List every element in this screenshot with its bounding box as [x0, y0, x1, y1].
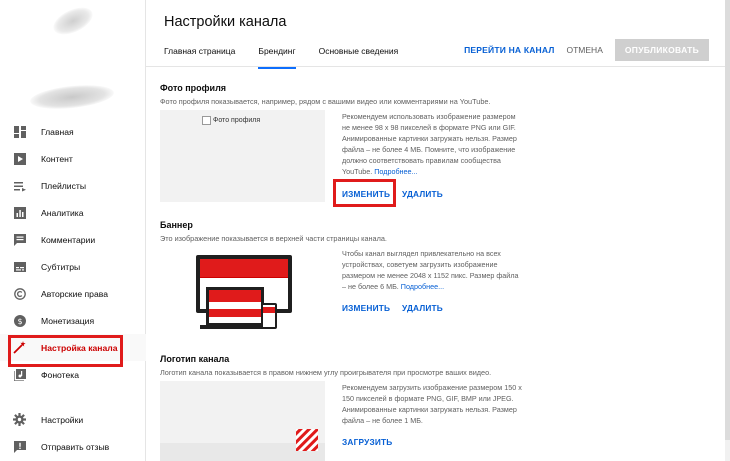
sidebar-item-label: Отправить отзыв [41, 441, 110, 452]
sidebar-item-monetization[interactable] [0, 307, 146, 334]
comment-icon [13, 233, 26, 246]
banner-info-text: Чтобы канал выглядел привлекательно на всех устройствах, советуем загрузить изображение размером не менее 2048 x 1152 пикс. Размер файла – не более 6 МБ. [342, 249, 519, 291]
sidebar-item-copyright[interactable] [0, 280, 146, 307]
banner-change-button[interactable]: ИЗМЕНИТЬ [342, 303, 391, 313]
sidebar-item-customization[interactable] [0, 334, 146, 361]
sidebar-item-subtitles[interactable] [0, 253, 146, 280]
sidebar [0, 0, 146, 461]
sidebar-item-label: Авторские права [41, 288, 108, 299]
sidebar-item-feedback[interactable] [0, 433, 146, 460]
cancel-button[interactable]: ОТМЕНА [566, 45, 603, 55]
sidebar-item-audio-library[interactable] [0, 361, 146, 388]
tab-home-page[interactable]: Главная страница [164, 46, 236, 56]
publish-button[interactable]: ОПУБЛИКОВАТЬ [615, 39, 709, 61]
sidebar-item-label: Фонотека [41, 369, 79, 380]
gear-icon [13, 413, 26, 426]
banner-title: Баннер [160, 220, 193, 230]
sidebar-item-playlists[interactable] [0, 172, 146, 199]
sidebar-item-dashboard[interactable] [0, 118, 146, 145]
sidebar-item-label: Аналитика [41, 207, 84, 218]
sidebar-item-label: Субтитры [41, 261, 81, 272]
banner-devices-illustration [160, 247, 325, 339]
sidebar-item-label: Плейлисты [41, 180, 86, 191]
header-actions [464, 39, 709, 61]
audio-library-icon [13, 368, 26, 381]
banner-desc: Это изображение показывается в верхней части страницы канала. [160, 234, 387, 243]
channel-avatar[interactable] [49, 2, 96, 40]
sidebar-nav [0, 118, 146, 388]
sidebar-item-comments[interactable] [0, 226, 146, 253]
sidebar-item-content[interactable] [0, 145, 146, 172]
banner-info [342, 248, 522, 292]
sidebar-item-label: Комментарии [41, 234, 96, 245]
dashboard-icon [13, 125, 26, 138]
profile-photo-image [202, 116, 260, 125]
subtitles-icon [13, 260, 26, 273]
sidebar-item-label: Контент [41, 153, 73, 164]
profile-photo-more-link[interactable]: Подробнее... [374, 167, 418, 176]
channel-name [29, 82, 115, 113]
feedback-icon [13, 440, 26, 453]
copyright-icon [13, 287, 26, 300]
playlist-icon [13, 179, 26, 192]
banner-more-link[interactable]: Подробнее... [400, 282, 445, 291]
profile-photo-info-text: Рекомендуем использовать изображение размером не менее 98 x 98 пикселей в формате PNG или GIF. Анимированные картинки загружать нельзя. Размер файла – не более 4 МБ. Помните, что изображение должно соответствовать правилам сообщества YouTube. [342, 112, 517, 176]
profile-photo-title: Фото профиля [160, 83, 227, 93]
sidebar-bottom [0, 406, 146, 460]
page-title: Настройки канала [164, 14, 287, 30]
sidebar-item-label: Настройка канала [41, 342, 118, 353]
header-divider [146, 66, 730, 67]
svg-text:$: $ [16, 316, 23, 326]
sidebar-item-label: Главная [41, 126, 74, 137]
broken-image-icon [202, 116, 211, 125]
watermark-info [342, 382, 522, 426]
sidebar-item-label: Монетизация [41, 315, 95, 326]
watermark-upload-button[interactable]: ЗАГРУЗИТЬ [342, 437, 393, 447]
watermark-illustration [160, 381, 325, 461]
watermark-title: Логотип канала [160, 354, 230, 364]
analytics-icon [13, 206, 26, 219]
profile-photo-info [342, 111, 522, 177]
go-to-channel-button[interactable]: ПЕРЕЙТИ НА КАНАЛ [464, 45, 555, 55]
tab-basic-info[interactable]: Основные сведения [318, 46, 399, 56]
sidebar-item-label: Настройки [41, 414, 84, 425]
watermark-info-text: Рекомендуем загрузить изображение размером 150 x 150 пикселей в формате PNG, GIF, BMP или JPEG. Анимированные картинки загружать нельзя. Размер файла – не более 1 МБ. [342, 383, 522, 425]
monetization-icon [13, 314, 26, 327]
scrollbar-track[interactable] [725, 0, 730, 461]
profile-photo-delete-button[interactable]: УДАЛИТЬ [402, 189, 443, 199]
video-icon [13, 152, 26, 165]
magic-wand-icon [13, 341, 26, 354]
profile-photo-change-button[interactable]: ИЗМЕНИТЬ [342, 189, 391, 199]
scrollbar-thumb[interactable] [725, 0, 730, 440]
watermark-preview [160, 381, 325, 461]
banner-preview [160, 247, 325, 339]
banner-delete-button[interactable]: УДАЛИТЬ [402, 303, 443, 313]
watermark-desc: Логотип канала показывается в правом нижнем углу проигрывателя при просмотре ваших видео. [160, 368, 492, 377]
profile-photo-alt: Фото профиля [213, 117, 261, 124]
tab-branding[interactable]: Брендинг [258, 46, 295, 69]
profile-photo-desc: Фото профиля показывается, например, рядом с вашими видео или комментариями на YouTube. [160, 97, 491, 106]
sidebar-item-settings[interactable] [0, 406, 146, 433]
sidebar-item-analytics[interactable] [0, 199, 146, 226]
